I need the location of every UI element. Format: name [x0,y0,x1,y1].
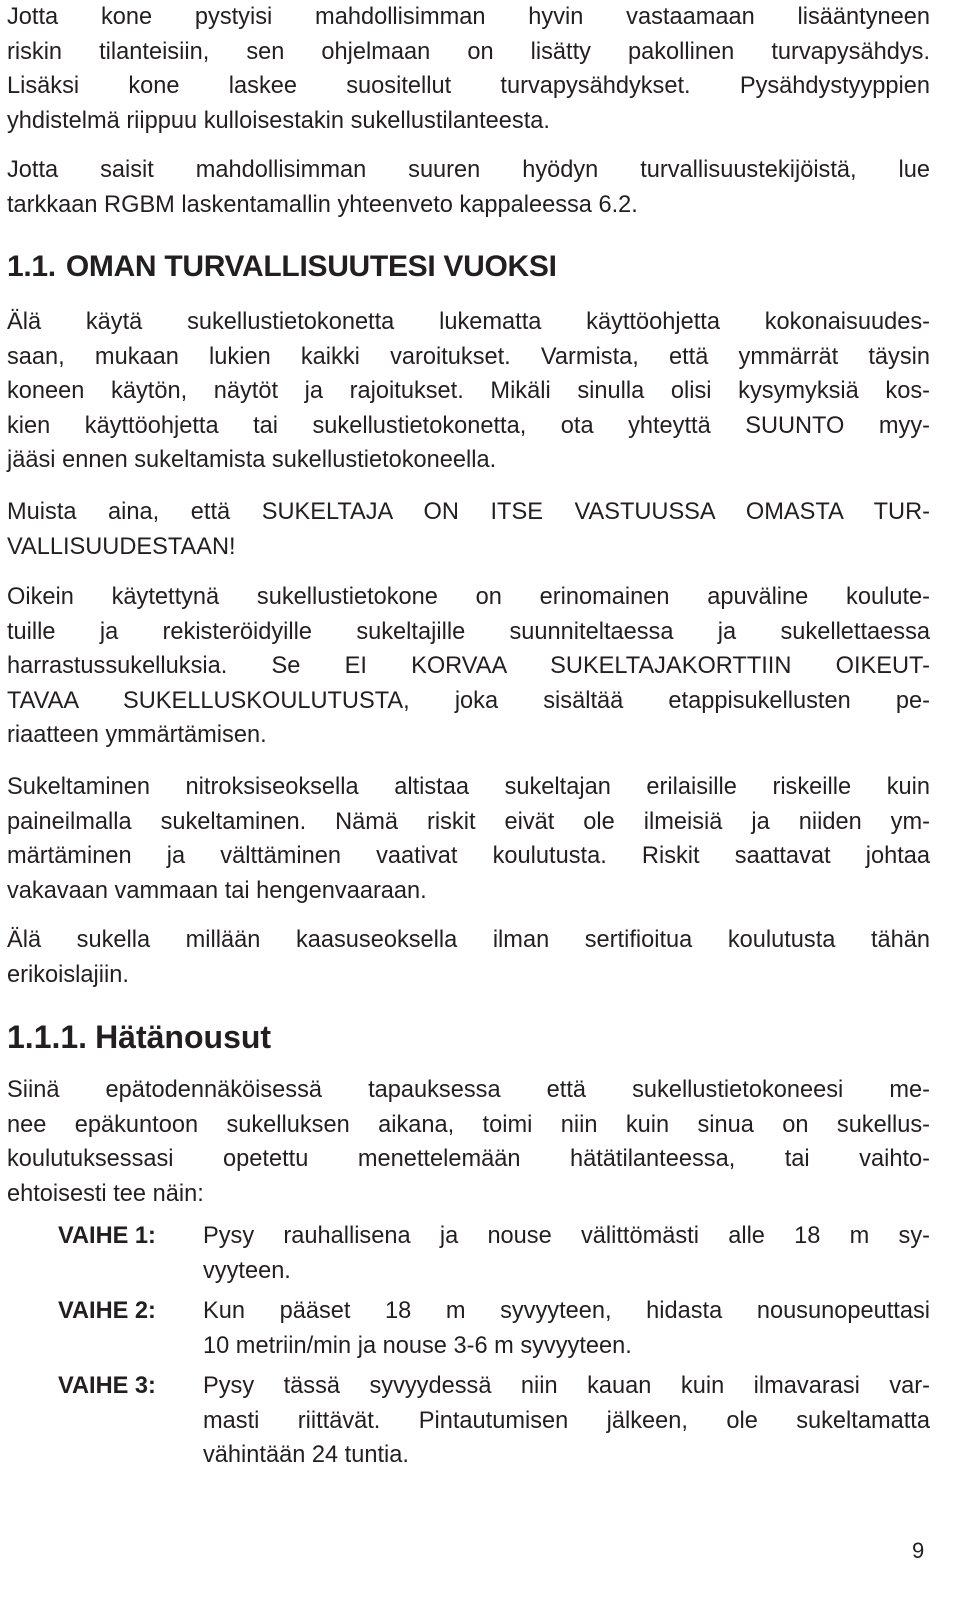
text-line: VALLISUUDESTAAN! [7,533,236,560]
text-line: märtäminen ja välttäminen vaativat koulutusta. Riskit saattavat johtaa [7,843,930,869]
text-line: masti riittävät. Pintautumisen jälkeen, ole sukeltamatta [203,1407,930,1434]
text-line: Kun pääset 18 m syvyyteen, hidasta nousunopeuttasi [203,1298,930,1324]
step-label: VAIHE 2: [58,1298,156,1324]
step-label: VAIHE 1: [58,1223,156,1249]
text-line: vakavaan vammaan tai hengenvaaraan. [7,877,427,904]
paragraph [7,580,930,753]
text-line: riaatteen ymmärtämisen. [7,722,267,748]
text-line: yhdistelmä riippuu kulloisestakin sukellustilanteesta. [7,107,550,134]
text-line: Älä sukella millään kaasuseoksella ilman sertifioitua koulutusta tähän [7,927,930,953]
text-line: TAVAA SUKELLUSKOULUTUSTA, joka sisältää etappisukellusten pe- [7,687,930,714]
paragraph [7,153,930,222]
text-line: koneen käytön, näytöt ja rajoitukset. Mikäli sinulla olisi kysymyksiä kos- [7,378,930,404]
step-label: VAIHE 3: [58,1373,156,1399]
text-line: Pysy rauhallisena ja nouse välittömästi alle 18 m sy- [203,1223,930,1249]
section-title: OMAN TURVALLISUUTESI VUOKSI [65,250,557,283]
text-line: Muista aina, että SUKELTAJA ON ITSE VASTUUSSA OMASTA TUR- [7,499,930,525]
text-line: tuille ja rekisteröidyille sukeltajille suunniteltaessa ja sukellettaessa [7,618,930,645]
text-line: 10 metriin/min ja nouse 3-6 m syvyyteen. [203,1332,632,1359]
step-text [203,1294,930,1363]
text-line: Lisäksi kone laskee suositellut turvapysähdykset. Pysähdystyyppien [7,73,930,99]
text-line: Oikein käytettynä sukellustietokone on erinomainen apuväline koulute- [7,584,930,610]
step-text [203,1369,930,1473]
paragraph [7,1073,930,1211]
text-line: saan, mukaan lukien kaikki varoitukset. Varmista, että ymmärrät täysin [7,343,930,370]
text-line: riskin tilanteisiin, sen ohjelmaan on lisätty pakollinen turvapysähdys. [7,38,930,65]
text-line: kien käyttöohjetta tai sukellustietokonetta, ota yhteyttä SUUNTO myy- [7,412,930,439]
text-line: Pysy tässä syvyydessä niin kauan kuin ilmavarasi var- [203,1373,930,1399]
section-number: 1.1. [7,250,56,283]
section-heading [7,248,557,286]
text-line: paineilmalla sukeltaminen. Nämä riskit eivät ole ilmeisiä ja niiden ym- [7,808,930,835]
text-line: harrastussukelluksia. Se EI KORVAA SUKELTAJAKORTTIIN OIKEUT- [7,653,930,679]
page-number: 9 [912,1538,925,1563]
text-line: Älä käytä sukellustietokonetta lukematta käyttöohjetta kokonaisuudes- [7,309,930,335]
text-line: jääsi ennen sukeltamista sukellustietokoneella. [7,447,497,473]
text-line: vyyteen. [203,1257,291,1284]
subsection-number: 1.1.1. [7,1019,88,1055]
text-line: erikoislajiin. [7,961,129,988]
text-line: nee epäkuntoon sukelluksen aikana, toimi niin kuin sinua on sukellus- [7,1111,930,1138]
paragraph [7,495,930,564]
subsection-title: Hätänousut [95,1019,272,1055]
text-line: Siinä epätodennäköisessä tapauksessa että sukellustietokoneesi me- [7,1077,930,1103]
text-line: vähintään 24 tuntia. [203,1442,409,1468]
text-line: Jotta kone pystyisi mahdollisimman hyvin vastaamaan lisääntyneen [7,4,930,30]
text-line: koulutuksessasi opetettu menettelemään hätätilanteessa, tai vaihto- [7,1146,930,1172]
paragraph [7,0,930,138]
text-line: Jotta saisit mahdollisimman suuren hyödyn turvallisuustekijöistä, lue [7,157,930,183]
step-text [203,1219,930,1288]
text-line: Sukeltaminen nitroksiseoksella altistaa sukeltajan erilaisille riskeille kuin [7,774,930,800]
text-line: tarkkaan RGBM laskentamallin yhteenveto kappaleessa 6.2. [7,191,638,218]
subsection-heading [7,1016,271,1058]
paragraph [7,923,930,992]
paragraph [7,305,930,478]
text-line: ehtoisesti tee näin: [7,1180,204,1207]
paragraph [7,770,930,908]
